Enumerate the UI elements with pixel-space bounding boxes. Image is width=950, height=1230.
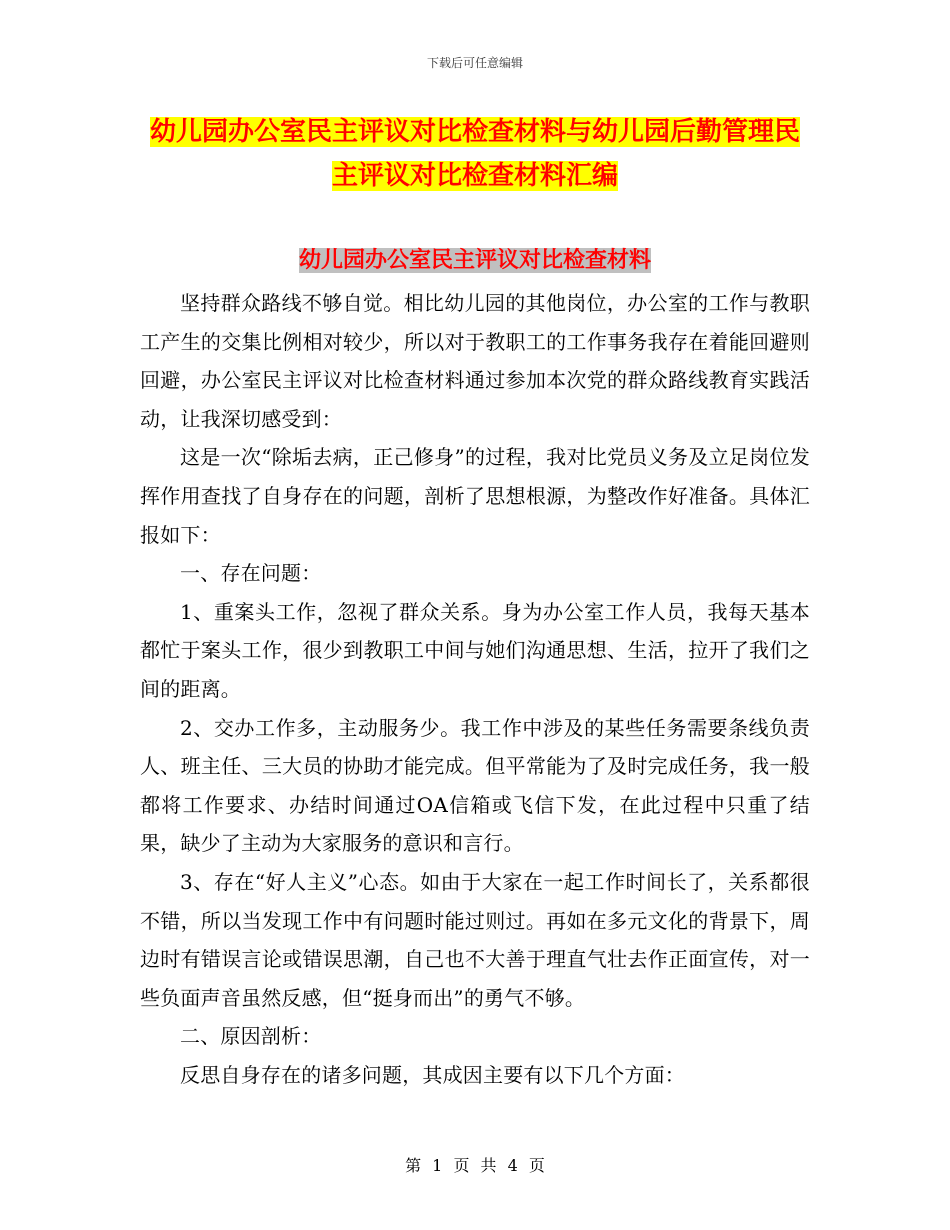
paragraph: 二、原因剖析： [180, 1024, 322, 1049]
paragraph: 3、存在“好人主义”心态。如由于大家在一起工作时间长了，关系都很不错，所以当发现工作中有问题时能过则过。再如在多元文化的背景下，周边时有错误言论或错误思潮，自己也不大善于理直气壮去作正面宣传，对一些负面声音虽然反感，但“挺身而出”的勇气不够。 [140, 869, 810, 1010]
section-title-text: 幼儿园办公室民主评议对比检查材料 [298, 248, 651, 273]
page-footer: 第 1 页 共 4 页 [405, 1156, 545, 1175]
main-title [140, 110, 810, 198]
section-title [0, 244, 950, 278]
paragraph: 坚持群众路线不够自觉。相比幼儿园的其他岗位，办公室的工作与教职工产生的交集比例相对较少，所以对于教职工的工作事务我存在着能回避则回避，办公室民主评议对比检查材料通过参加本次党的群众路线教育实践活动，让我深切感受到： [140, 291, 810, 431]
paragraph: 反思自身存在的诸多问题，其成因主要有以下几个方面： [180, 1062, 685, 1087]
body-text [140, 284, 810, 1094]
paragraph: 1、重案头工作，忽视了群众关系。身为办公室工作人员，我每天基本都忙于案头工作，很少到教职工中间与她们沟通思想、生活，拉开了我们之间的距离。 [140, 599, 810, 701]
header-note: 下载后可任意编辑 [426, 56, 523, 70]
paragraph: 2、交办工作多，主动服务少。我工作中涉及的某些任务需要条线负责人、班主任、三大员的协助才能完成。但平常能为了及时完成任务，我一般都将工作要求、办结时间通过OA信箱或飞信下发，在此过程中只重了结果，缺少了主动为大家服务的意识和言行。 [140, 715, 810, 856]
paragraph: 一、存在问题： [180, 561, 322, 586]
paragraph: 这是一次“除垢去病，正己修身”的过程，我对比党员义务及立足岗位发挥作用查找了自身存在的问题，剖析了思想根源，为整改作好准备。具体汇报如下： [140, 445, 810, 547]
main-title-text: 幼儿园办公室民主评议对比检查材料与幼儿园后勤管理民主评议对比检查材料汇编 [149, 117, 800, 191]
